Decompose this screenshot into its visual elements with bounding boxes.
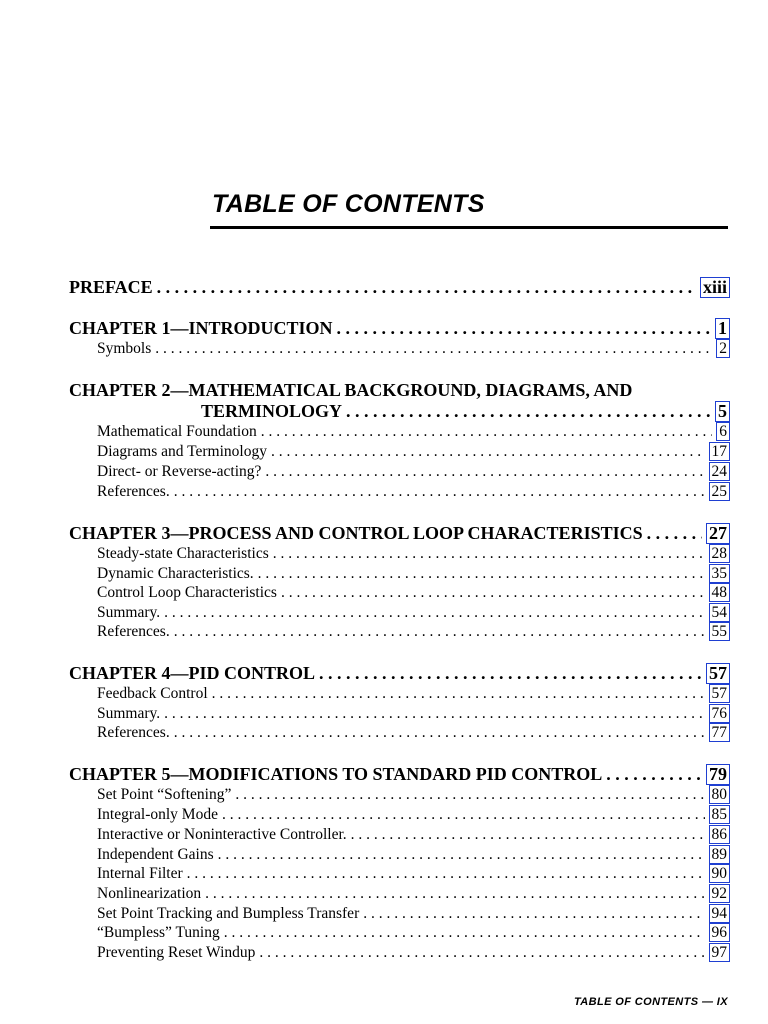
toc-entry-label: TERMINOLOGY bbox=[201, 401, 343, 421]
toc-entry-section[interactable] bbox=[97, 884, 730, 904]
dot-leader bbox=[187, 864, 705, 884]
toc-entry-section[interactable] bbox=[97, 904, 730, 924]
toc-entry-label: Preventing Reset Windup bbox=[97, 944, 256, 961]
page-link[interactable]: 96 bbox=[709, 923, 731, 942]
toc-entry-label: References. bbox=[97, 724, 170, 741]
toc-entry-section[interactable] bbox=[97, 422, 730, 442]
dot-leader bbox=[212, 684, 705, 704]
dot-leader bbox=[271, 442, 705, 462]
toc-entry-chapter-2-line1[interactable]: CHAPTER 2—MATHEMATICAL BACKGROUND, DIAGRAMS, AND bbox=[69, 380, 633, 400]
toc-entry-section[interactable] bbox=[97, 864, 730, 884]
toc-entry-label: CHAPTER 1—INTRODUCTION bbox=[69, 318, 333, 338]
toc-entry-label: References. bbox=[97, 483, 170, 500]
toc-entry-chapter-3[interactable] bbox=[69, 523, 730, 543]
toc-entry-section[interactable] bbox=[97, 564, 730, 584]
page-link[interactable]: 80 bbox=[709, 785, 731, 804]
toc-entry-label: Set Point “Softening” bbox=[97, 786, 232, 803]
toc-entry-label: Internal Filter bbox=[97, 865, 183, 882]
toc-entry-label: Independent Gains bbox=[97, 846, 214, 863]
dot-leader bbox=[164, 603, 704, 623]
dot-leader bbox=[174, 723, 705, 743]
toc-entry-section[interactable] bbox=[97, 923, 730, 943]
page-link[interactable]: 2 bbox=[716, 339, 730, 358]
toc-entry-label: Summary. bbox=[97, 705, 161, 722]
toc-entry-section[interactable] bbox=[97, 583, 730, 603]
dot-leader bbox=[218, 845, 705, 865]
dot-leader bbox=[265, 462, 704, 482]
dot-leader bbox=[259, 943, 704, 963]
page-link[interactable]: 92 bbox=[709, 884, 731, 903]
dot-leader bbox=[258, 564, 705, 584]
toc-entry-section[interactable] bbox=[97, 723, 730, 743]
toc-entry-section[interactable] bbox=[97, 825, 730, 845]
toc-entry-label: CHAPTER 4—PID CONTROL bbox=[69, 663, 316, 683]
page-link[interactable]: 57 bbox=[706, 663, 730, 684]
toc-entry-label: PREFACE bbox=[69, 277, 153, 297]
page-link[interactable]: 24 bbox=[709, 462, 731, 481]
dot-leader bbox=[205, 884, 704, 904]
page-link[interactable]: 6 bbox=[716, 422, 730, 441]
dot-leader bbox=[222, 805, 705, 825]
toc-entry-label: References. bbox=[97, 623, 170, 640]
toc-entry-section[interactable] bbox=[97, 704, 730, 724]
dot-leader bbox=[174, 482, 705, 502]
dot-leader bbox=[273, 544, 705, 564]
toc-entry-section[interactable] bbox=[97, 544, 730, 564]
page-link[interactable]: 90 bbox=[709, 864, 731, 883]
toc-entry-section[interactable] bbox=[97, 684, 730, 704]
toc-entry-label: Dynamic Characteristics. bbox=[97, 565, 254, 582]
page-link[interactable]: 76 bbox=[709, 704, 731, 723]
toc-entry-label: Nonlinearization bbox=[97, 885, 202, 902]
toc-entry-section[interactable] bbox=[97, 462, 730, 482]
dot-leader bbox=[319, 663, 702, 683]
page-link[interactable]: 35 bbox=[709, 564, 731, 583]
page-link[interactable]: 17 bbox=[709, 442, 731, 461]
page-link[interactable]: 48 bbox=[709, 583, 731, 602]
toc-entry-section[interactable] bbox=[97, 442, 730, 462]
page-link[interactable]: 79 bbox=[706, 764, 730, 785]
toc-entry-section[interactable] bbox=[97, 339, 730, 359]
toc-entry-section[interactable] bbox=[97, 805, 730, 825]
page-title: TABLE OF CONTENTS bbox=[212, 190, 485, 218]
dot-leader bbox=[363, 904, 704, 924]
toc-entry-label: Set Point Tracking and Bumpless Transfer bbox=[97, 905, 360, 922]
toc-entry-label: Symbols bbox=[97, 340, 152, 357]
dot-leader bbox=[647, 523, 702, 543]
page-link[interactable]: 54 bbox=[709, 603, 731, 622]
toc-entry-preface[interactable] bbox=[69, 277, 730, 297]
dot-leader bbox=[346, 401, 711, 421]
page-link[interactable]: 27 bbox=[706, 523, 730, 544]
toc-entry-label: Interactive or Noninteractive Controller. bbox=[97, 826, 347, 843]
toc-entry-label: Control Loop Characteristics bbox=[97, 584, 277, 601]
toc-entry-label: CHAPTER 5—MODIFICATIONS TO STANDARD PID CONTROL bbox=[69, 764, 603, 784]
toc-entry-label: Diagrams and Terminology bbox=[97, 443, 267, 460]
toc-entry-section[interactable] bbox=[97, 482, 730, 502]
page-link[interactable]: 85 bbox=[709, 805, 731, 824]
toc-entry-section[interactable] bbox=[97, 943, 730, 963]
toc-entry-label: Integral-only Mode bbox=[97, 806, 218, 823]
toc-entry-label: “Bumpless” Tuning bbox=[97, 924, 220, 941]
dot-leader bbox=[261, 422, 713, 442]
page-footer: TABLE OF CONTENTS — IX bbox=[573, 996, 728, 1008]
toc-entry-chapter-2[interactable] bbox=[201, 401, 730, 421]
toc-entry-section[interactable] bbox=[97, 785, 730, 805]
page-link[interactable]: 77 bbox=[709, 723, 731, 742]
toc-entry-section[interactable] bbox=[97, 622, 730, 642]
toc-entry-section[interactable] bbox=[97, 603, 730, 623]
dot-leader bbox=[155, 339, 712, 359]
page-link[interactable]: xiii bbox=[700, 277, 730, 298]
page-link[interactable]: 97 bbox=[709, 943, 731, 962]
toc-entry-label: CHAPTER 3—PROCESS AND CONTROL LOOP CHARACTERISTICS bbox=[69, 523, 643, 543]
page-link[interactable]: 28 bbox=[709, 544, 731, 563]
toc-entry-chapter-5[interactable] bbox=[69, 764, 730, 784]
dot-leader bbox=[174, 622, 705, 642]
toc-entry-chapter-1[interactable] bbox=[69, 318, 730, 338]
page-link[interactable]: 5 bbox=[715, 401, 730, 422]
toc-entry-label: Direct- or Reverse-acting? bbox=[97, 463, 262, 480]
page-link[interactable]: 89 bbox=[709, 845, 731, 864]
page-link[interactable]: 86 bbox=[709, 825, 731, 844]
dot-leader bbox=[606, 764, 702, 784]
page-link[interactable]: 94 bbox=[709, 904, 731, 923]
dot-leader bbox=[337, 318, 711, 338]
toc-entry-label: Feedback Control bbox=[97, 685, 208, 702]
page-link[interactable]: 25 bbox=[709, 482, 731, 501]
page-link[interactable]: 57 bbox=[709, 684, 731, 703]
dot-leader bbox=[164, 704, 704, 724]
dot-leader bbox=[157, 277, 696, 297]
toc-entry-label: Summary. bbox=[97, 604, 161, 621]
page-link[interactable]: 1 bbox=[715, 318, 730, 339]
page-link[interactable]: 55 bbox=[709, 622, 731, 641]
dot-leader bbox=[281, 583, 705, 603]
dot-leader bbox=[224, 923, 705, 943]
toc-entry-label: Mathematical Foundation bbox=[97, 423, 257, 440]
dot-leader bbox=[235, 785, 704, 805]
dot-leader bbox=[351, 825, 705, 845]
toc-entry-section[interactable] bbox=[97, 845, 730, 865]
toc-entry-chapter-4[interactable] bbox=[69, 663, 730, 683]
toc-entry-label: Steady-state Characteristics bbox=[97, 545, 269, 562]
